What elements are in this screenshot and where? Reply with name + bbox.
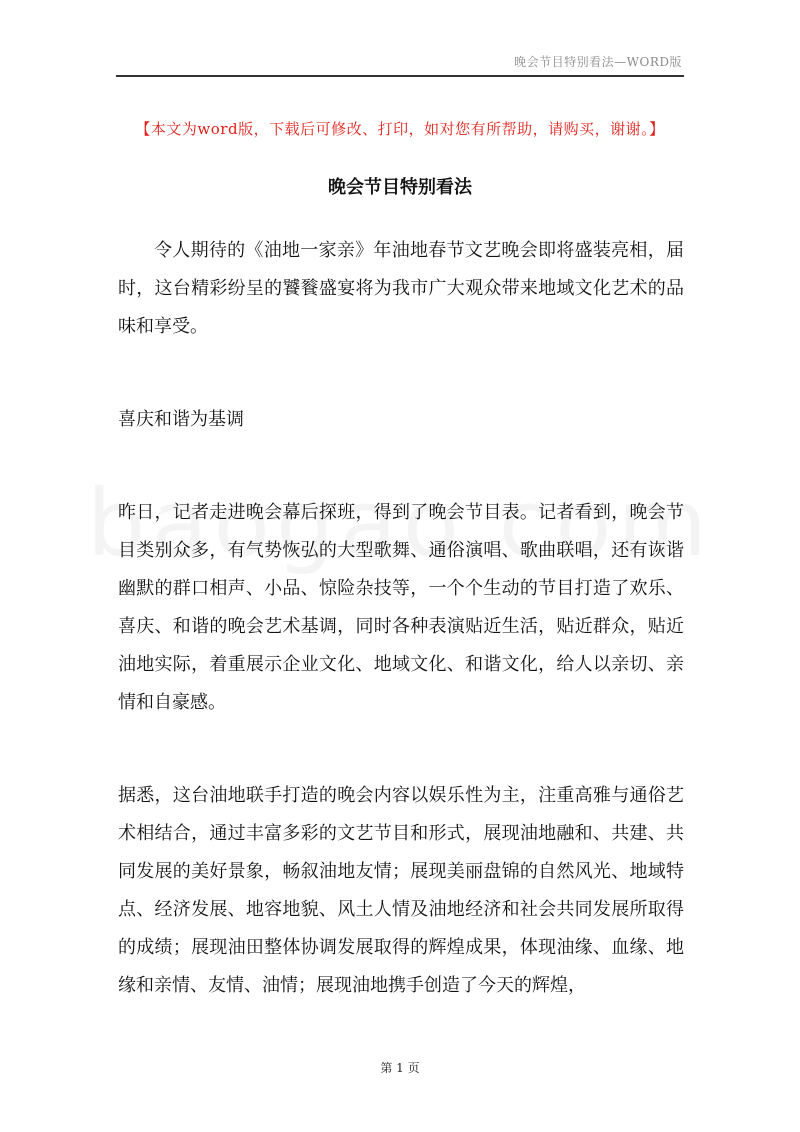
document-title: 晚会节目特别看法 <box>328 177 472 198</box>
document-body <box>118 232 684 1005</box>
paragraph-gap <box>118 439 684 494</box>
header-rule <box>116 75 684 77</box>
paragraph-gap <box>118 722 684 777</box>
section-heading: 喜庆和谐为基调 <box>118 409 244 430</box>
running-header: 晚会节目特别看法—WORD版 <box>514 55 682 69</box>
paragraph-program: 昨日，记者走进晚会幕后探班，得到了晚会节目表。记者看到，晚会节目类别众多，有气势恢弘的大型歌舞、通俗演唱、歌曲联唱，还有诙谐幽默的群口相声、小品、惊险杂技等，一个个生动的节目打造了欢乐、喜庆、和谐的晚会艺术基调，同时各种表演贴近生活，贴近群众，贴近油地实际，着重展示企业文化、地域文化、和谐文化，给人以亲切、亲情和自豪感。 <box>118 502 684 713</box>
paragraph-intro: 令人期待的《油地一家亲》年油地春节文艺晚会即将盛装亮相，届时，这台精彩纷呈的饕餮盛宴将为我市广大观众带来地域文化艺术的品味和享受。 <box>118 240 684 337</box>
page-number: 第 1 页 <box>380 1061 420 1075</box>
paragraph-details: 据悉，这台油地联手打造的晚会内容以娱乐性为主，注重高雅与通俗艺术相结合，通过丰富多彩的文艺节目和形式，展现油地融和、共建、共同发展的美好景象，畅叙油地友情；展现美丽盘锦的自然风光、地域特点、经济发展、地容地貌、风土人情及油地经济和社会共同发展所取得的成绩；展现油田整体协调发展取得的辉煌成果，体现油缘、血缘、地缘和亲情、友情、油情；展现油地携手创造了今天的辉煌， <box>118 785 684 996</box>
download-notice: 【本文为word版，下载后可修改、打印，如对您有所帮助，请购买，谢谢。】 <box>135 120 665 138</box>
paragraph-gap <box>118 346 684 401</box>
